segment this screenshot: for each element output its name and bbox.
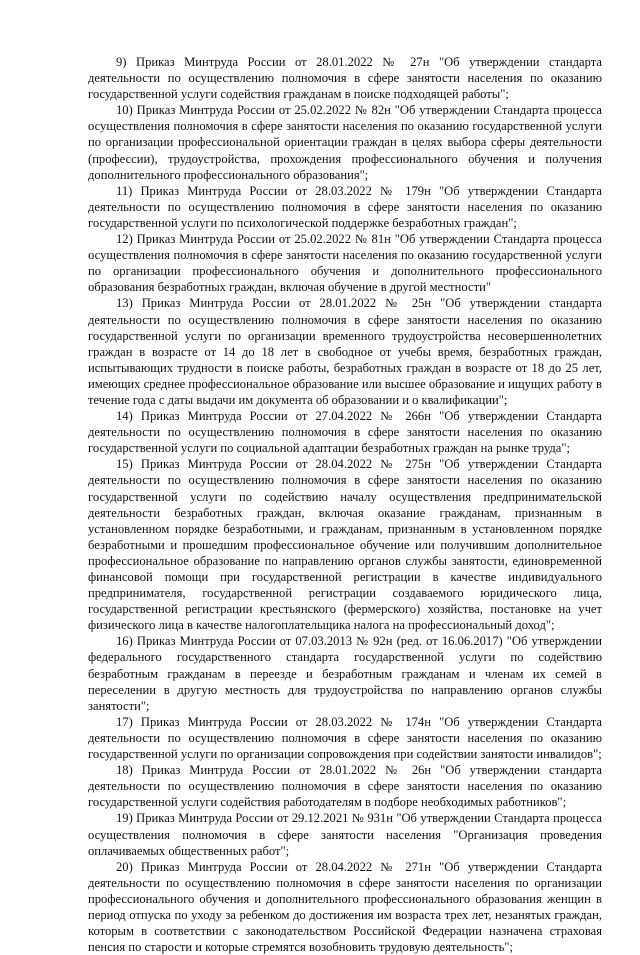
list-item: 9) Приказ Минтруда России от 28.01.2022 № 27н "Об утверждении стандарта деятельности по осуществлению полномочия в сфере занятости населения по оказанию государственной услуги содействия гражданам в поиске подходящей работы"; <box>88 55 602 102</box>
list-item: 13) Приказ Минтруда России от 28.01.2022 № 25н "Об утверждении стандарта деятельности по осуществлению полномочия в сфере занятости населения по оказанию государственной услуги по организации временного трудоустройства несовершеннолетних граждан в возрасте от 14 до 18 лет в свободное от учебы время, безработных граждан, испытывающих трудности в поиске работы, безработных граждан в возрасте от 18 до 25 лет, имеющих среднее профессиональное образование или высшее образование и ищущих работу в течение года с даты выдачи им документа об образовании и о квалификации"; <box>88 296 602 407</box>
list-item: 12) Приказ Минтруда России от 25.02.2022 № 81н "Об утверждении Стандарта процесса осуществления полномочия в сфере занятости населения по оказанию государственной услуги по организации профессионального обучения и дополнительного профессионального образования безработных граждан, включая обучение в другой местности" <box>88 232 602 295</box>
list-item: 14) Приказ Минтруда России от 27.04.2022 № 266н "Об утверждении Стандарта деятельности по осуществлению полномочия в сфере занятости населения по оказанию государственной услуги по социальной адаптации безработных граждан на рынке труда"; <box>88 409 602 456</box>
list-item: 19) Приказ Минтруда России от 29.12.2021 № 931н "Об утверждении Стандарта процесса осуществления полномочия в сфере занятости населения "Организация проведения оплачиваемых общественных работ"; <box>88 811 602 858</box>
document-body <box>88 54 602 955</box>
list-item: 10) Приказ Минтруда России от 25.02.2022 № 82н "Об утверждении Стандарта процесса осуществления полномочия в сфере занятости населения по оказанию государственной услуги по организации профессиональной ориентации граждан в целях выбора сферы деятельности (профессии), трудоустройства, прохождения профессионального обучения и получения дополнительного профессионального образования"; <box>88 103 602 182</box>
list-item: 15) Приказ Минтруда России от 28.04.2022 № 275н "Об утверждении Стандарта деятельности по осуществлению полномочия в сфере занятости населения по оказанию государственной услуги по содействию началу осуществления предпринимательской деятельности безработных граждан, включая оказание гражданам, признанным в установленном порядке безработными, и гражданам, признанным в установленном порядке безработными и прошедшим профессиональное обучение или получившим дополнительное профессиональное образование по направлению органов службы занятости, единовременной финансовой помощи при государственной регистрации в качестве индивидуального предпринимателя, государственной регистрации создаваемого юридического лица, государственной регистрации крестьянского (фермерского) хозяйства, постановке на учет физического лица в качестве налогоплательщика налога на профессиональный доход"; <box>88 457 602 633</box>
list-item: 17) Приказ Минтруда России от 28.03.2022 № 174н "Об утверждении Стандарта деятельности по осуществлению полномочия в сфере занятости населения по оказанию государственной услуги по организации сопровождения при содействии занятости инвалидов"; <box>88 714 602 762</box>
list-item: 20) Приказ Минтруда России от 28.04.2022 № 271н "Об утверждении Стандарта деятельности по осуществлению полномочия в сфере занятости населения по организации профессионального обучения и дополнительного профессионального образования женщин в период отпуска по уходу за ребенком до достижения им возраста трех лет, незанятых граждан, которым в соответствии с законодательством Российской Федерации назначена страховая пенсия по старости и которые стремятся возобновить трудовую деятельность"; <box>88 859 602 955</box>
list-item: 16) Приказ Минтруда России от 07.03.2013 № 92н (ред. от 16.06.2017) "Об утверждении федерального государственного стандарта государственной услуги по содействию безработным гражданам в переезде и безработным гражданам и членам их семей в переселении в другую местность для трудоустройства по направлению органов службы занятости"; <box>88 634 602 713</box>
list-item: 11) Приказ Минтруда России от 28.03.2022 № 179н "Об утверждении Стандарта деятельности по осуществлению полномочия в сфере занятости населения по оказанию государственной услуги по психологической поддержке безработных граждан"; <box>88 183 602 230</box>
list-item: 18) Приказ Минтруда России от 28.01.2022 № 26н "Об утверждении стандарта деятельности по осуществлению полномочия в сфере занятости населения по оказанию государственной услуги содействия работодателям в подборе необходимых работников"; <box>88 763 602 810</box>
